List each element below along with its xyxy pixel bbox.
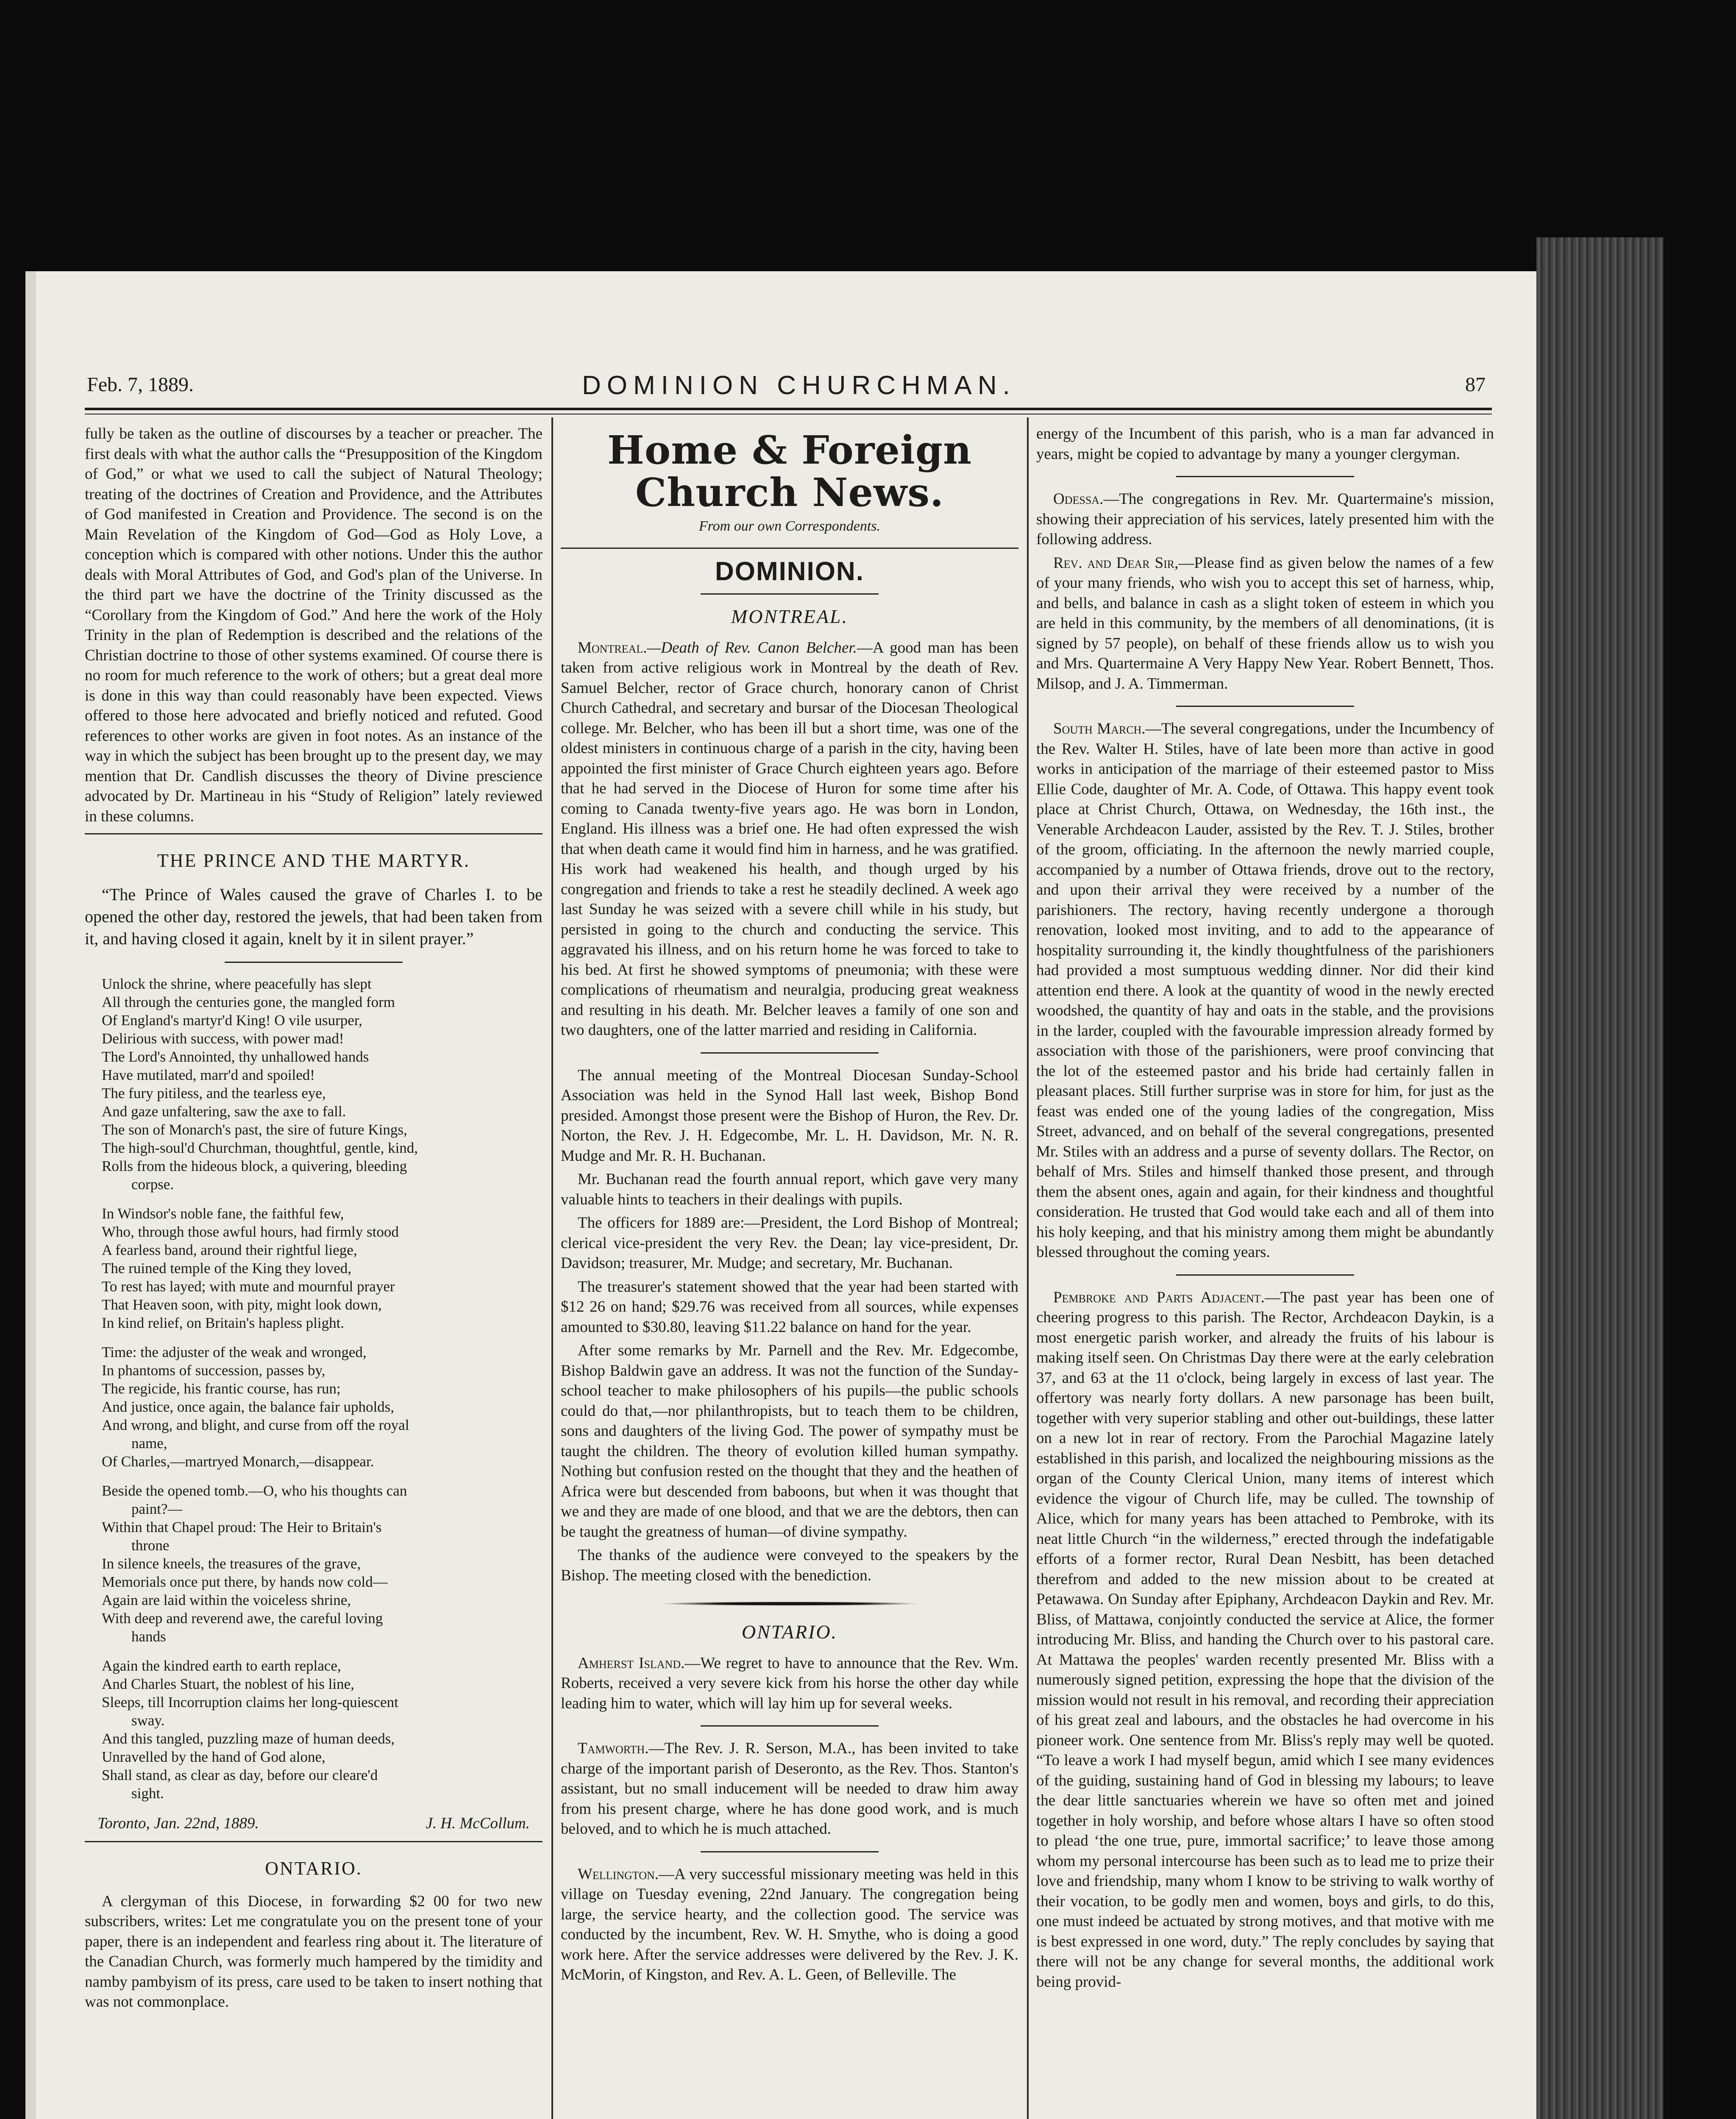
poem-line: sway. [131, 1712, 165, 1729]
section-divider [85, 1841, 542, 1842]
dominion-heading: DOMINION. [715, 556, 865, 586]
ontario-letter-heading: ONTARIO. [265, 1858, 362, 1879]
signature-author: J. H. McCollum. [426, 1814, 530, 1832]
sunday-school-para-3: The officers for 1889 are:—President, the Lord Bishop of Montreal; clerical vice-president the very Rev. the Dean; lay vice-president, Dr. Davidson; treasurer, Mr. Mudge; and secretary, Mr. Buchanan. [561, 1214, 1018, 1272]
pembroke-body: —The past year has been one of cheering progress to this parish. The Rector, Archdeacon Daykin, is a most energetic parish worker, and already the fruits of his labour is making itself seen. On Christmas Day there were at the early celebration 37, and 63 at the 11 o'clock, being largely in excess of last year. The offertory was nearly forty dollars. A new parsonage has been built, together with very superior stabling and other out-buildings, these latter on a new lot in rear of rectory. From the Parochial Magazine lately established in this parish, and localized the neighbouring missions as the organ of the County Clerical Union, many items of interest which evidence the vigour of Church life, may be culled. The township of Alice, which for many years has been attached to Pembroke, with its neat little Church “in the wilderness,” erected through the indefatigable efforts of a former rector, Rural Dean Nesbitt, has been detached therefrom and added to the new mission about to be created at Petawawa. On Sunday after Epiphany, Archdeacon Daykin and Rev. Mr. Bliss, of Mattawa, conjointly conducted the service at Alice, the former introducing Mr. Bliss, and handing the Church over to his pastoral care. At Mattawa the peoples' warden recently presented Mr. Bliss with a numerously signed petition, expressing the hope that the division of the mission would not result in his removal, and recording their appreciation of his great zeal and labours, and the obstacles he had overcome in his pioneer work. One sentence from Mr. Bliss's reply may well be quoted. “To leave a work I had myself begun, amid which I see many evidences of the guiding, sustaining hand of God in blessing my labours; to leave the dear little sanctuaries wherein we have so often met and joined together in holy worship, and before whose altars I have so often stood to plead ‘the one true, pure, immortal sacrifice;’ to leave those among whom my personal intercourse has been such as to lead me to prize their love and friendship, many whom I know to be striving to walk worthy of their vocation, to be godly men and women, boys and girls, to do this, one must indeed be actuated by strong motives, and that motive with me is best expressed in one word, duty.” The reply concludes by saying that there will not be any change for several months, the additional work being provid- [1036, 1288, 1494, 1991]
column-3 [1036, 424, 1494, 2119]
sunday-school-para-5: After some remarks by Mr. Parnell and the Rev. Mr. Edgecombe, Bishop Baldwin gave an address. It was not the function of the Sunday-school teacher to make philosophers of his pupils—the public schools could do that,—nor philanthropists, but to teach them to be children, sons and daughters of the living God. The power of sympathy must be taught the children. The theory of evolution killed human sympathy. Nothing but confusion rested on the thought that they and the heathen of Africa were but descended from baboons, but when it was thought that we and they are made of one blood, and that we are the debtors, then can be taught the greatness of human—of divine sympathy. [561, 1342, 1018, 1541]
montreal-heading: MONTREAL. [731, 606, 849, 627]
item-divider [701, 1725, 879, 1727]
poem-line: With deep and reverend awe, the careful loving [102, 1610, 383, 1627]
review-continuation: fully be taken as the outline of discourses by a teacher or preacher. The first deals with what the author calls the “Presupposition of the Kingdom of God,” or what we used to call the subject of Natural Theology; treating of the doctrines of Creation and Providence, and the Attributes of God manifested in Creation and Providence. The second is on the Main Revelation of the Kingdom of God—God as Holy Love, a conception which is compared with other notions. Under this the author deals with Moral Attributes of God, and God's plan of the Universe. In the third part we have the doctrine of the Trinity discussed as the “Corollary from the Kingdom of God.” And here the work of the Holy Trinity in the plan of Redemption is described and the relations of the Christian doctrine to those of other systems examined. Of course there is no room for much reference to the work of others; but a great deal more is done in this way than could reasonably have been expected. Views offered to those here advocated and briefly noticed and refuted. Good references to other works are given in foot notes. As an instance of the way in which the subject has been brought up to the present day, we may mention that Dr. Candlish discusses the theory of Divine prescience advocated by Dr. Martineau in his “Study of Religion” lately reviewed in these columns. [85, 425, 542, 825]
facing-page-edge [25, 271, 36, 2119]
odessa-body: —The congregations in Rev. Mr. Quartermaine's mission, showing their appreciation of his services, lately presented him with the following address. [1036, 490, 1494, 548]
poem-heading: THE PRINCE AND THE MARTYR. [157, 850, 470, 871]
issue-date: Feb. 7, 1889. [87, 373, 194, 396]
ontario-heading: ONTARIO. [741, 1621, 838, 1643]
poem-line: The Lord's Annointed, thy unhallowed hands [102, 1048, 369, 1065]
masthead-subtitle: From our own Correspondents. [698, 518, 881, 534]
dateline-pembroke: Pembroke and Parts Adjacent. [1053, 1288, 1265, 1306]
poem-signature [85, 1813, 542, 1834]
book-left-edge [0, 0, 36, 2119]
poem-line: In phantoms of succession, passes by, [102, 1362, 326, 1379]
poem-line: Who, through those awful hours, had firmly stood [102, 1223, 399, 1240]
poem-line: Again the kindred earth to earth replace, [102, 1657, 341, 1674]
poem-line: In Windsor's noble fane, the faithful few, [102, 1205, 344, 1222]
obituary-body: —A good man has been taken from active religious work in Montreal by the death of Rev. Samuel Belcher, rector of Grace church, honorary canon of Christ Church Cathedral, and secretary and bursar of the Diocesan Theological college. Mr. Belcher, who has been ill but a short time, was one of the oldest ministers in continuous charge of a parish in the city, having been appointed the first minister of Grace Church eighteen years ago. Before that he had served in the Diocese of Huron for some time after his coming to Canada twenty-five years ago. He was born in London, England. His illness was a brief one. He had often expressed the wish that when death came it would find him in harness, and he was gratified. His work had weakened his health, and though urged by his congregation and friends to take a rest he steadily declined. A week ago last Sunday he was seized with a severe chill while in his study, but persisted in going to the church and conducting the service. This aggravated his illness, and on his return home he was forced to take to his bed. At first he showed symptoms of pneumonia; with these were complications of rheumatism and neuralgia, producing great weakness and resulting in his death. Mr. Belcher leaves a family of one son and two daughters, one of the latter married and residing in California. [561, 639, 1018, 1039]
wellington-continuation: energy of the Incumbent of this parish, who is a man far advanced in years, might be copied to advantage by many a younger clergyman. [1036, 425, 1494, 463]
dateline-tamworth: Tamworth. [578, 1740, 649, 1757]
dateline-wellington: Wellington. [578, 1865, 659, 1883]
poem-line: And wrong, and blight, and curse from off the royal [102, 1416, 409, 1433]
poem-stanza-4 [85, 1482, 542, 1646]
column-rule-1 [551, 417, 553, 2119]
poem-line: A fearless band, around their rightful liege, [102, 1241, 357, 1258]
poem-line: In kind relief, on Britain's hapless plight. [102, 1314, 345, 1331]
poem-line: Memorials once put there, by hands now cold— [102, 1573, 388, 1590]
poem-stanza-3 [85, 1343, 542, 1471]
south-march-body: —The several congregations, under the Incumbency of the Rev. Walter H. Stiles, have of late been more than active in good works in anticipation of the marriage of their esteemed pastor to Miss Ellie Code, daughter of Mr. A. Code, of Ottawa. This happy event took place at Christ Church, Ottawa, on Wednesday, the 16th inst., the Venerable Archdeacon Lauder, assisted by the Rev. T. J. Stiles, brother of the groom, officiating. In the afternoon the newly married couple, accompanied by a number of Ottawa friends, drove out to the rectory, and upon their arrival they were received by a number of the parishioners. The rectory, having recently undergone a thorough renovation, looked most inviting, and to add to the appearance of hospitality surrounding it, the kindly thoughtfulness of the parishioners had provided a most sumptuous wedding dinner. Nor did their kind attention end there. A look at the quantity of wood in the newly erected woodshed, the quantity of hay and oats in the stable, and the provisions in the larder, coupled with the favourable impression already formed by association with those of the parishioners, were proof convincing that the lot of the esteemed pastor and his bride had certainly fallen in pleasant places. Still further surprise was in store for him, for just as the feast was ended one of the young ladies of the congregation, Miss Street, advanced, and on behalf of the several congregations, presented Mr. Stiles with an address and a purse of seventy dollars. The Rector, on behalf of Mrs. Stiles and himself thanked those present, and through them the absent ones, again and again, for their kindness and thoughtful consideration. He trusted that God would take each and all of them into his holy keeping, and that his ministry among them might be abundantly blessed throughout the coming years. [1036, 720, 1494, 1261]
column-1 [85, 424, 542, 2119]
poem-line: The regicide, his frantic course, has run; [102, 1380, 341, 1397]
poem-line: And gaze unfaltering, saw the axe to fall. [102, 1103, 346, 1120]
column-rule-2 [1027, 417, 1029, 2119]
dateline-south-march: South March. [1053, 720, 1146, 737]
poem-line: Unlock the shrine, where peacefully has slept [102, 975, 372, 992]
dateline-montreal: Montreal. [578, 639, 647, 656]
tamworth-item [561, 1738, 1018, 1839]
pembroke-item [1036, 1288, 1494, 1992]
signature-place-date: Toronto, Jan. 22nd, 1889. [97, 1814, 259, 1832]
poem-line: name, [131, 1435, 167, 1452]
poem-line: throne [131, 1537, 170, 1554]
poem-line: Have mutilated, marr'd and spoiled! [102, 1066, 315, 1083]
ornamental-divider [658, 1602, 921, 1606]
poem-line: Delirious with success, with power mad! [102, 1030, 344, 1047]
running-header [36, 373, 1536, 403]
poem-line: Unravelled by the hand of God alone, [102, 1748, 326, 1765]
sunday-school-para-1: The annual meeting of the Montreal Diocesan Sunday-School Association was held in the Synod Hall last week, Bishop Bond presided. Amongst those present were the Bishop of Huron, the Rev. Dr. Norton, the Rev. J. H. Edgecombe, Mr. L. H. Davidson, Mr. N. R. Mudge and Mr. R. H. Buchanan. [561, 1066, 1018, 1165]
background-right [1664, 237, 1736, 2119]
column-2 [561, 424, 1018, 2119]
tamworth-body: —The Rev. J. R. Serson, M.A., has been invited to take charge of the important parish of Deseronto, as the Rev. Thos. Stanton's assistant, but no small inducement will be needed to draw him away from his present charge, where he has done good work, and is much beloved, and to which he is much attached. [561, 1740, 1018, 1838]
dateline-odessa: Odessa. [1053, 490, 1104, 508]
heading-rule [701, 593, 879, 595]
amherst-item [561, 1653, 1018, 1714]
poem-line: hands [131, 1628, 166, 1645]
amherst-body: —We regret to have to announce that the Rev. Wm. Roberts, received a very severe kick from his horse the other day while leading him to water, which will lay him up for several weeks. [561, 1654, 1018, 1712]
poem-epigraph: “The Prince of Wales caused the grave of Charles I. to be opened the other day, restored the jewels, that had been taken from it, and having closed it again, knelt by it in silent prayer.” [85, 884, 542, 948]
publication-title: DOMINION CHURCHMAN. [582, 371, 1016, 400]
header-rule-thick [85, 408, 1492, 410]
poem-stanza-2 [85, 1204, 542, 1332]
poem-line: Beside the opened tomb.—O, who his thoughts can [102, 1482, 407, 1499]
poem-line: In silence kneels, the treasures of the grave, [102, 1555, 361, 1572]
poem-line: Of England's martyr'd King! O vile usurper, [102, 1012, 362, 1029]
item-divider [1176, 476, 1354, 477]
book-page-stack [1536, 237, 1664, 2119]
poem-line: All through the centuries gone, the mangled form [102, 993, 395, 1010]
item-divider [1176, 1274, 1354, 1276]
section-masthead: Home & Foreign Church News. [607, 427, 972, 515]
address-body: —Please find as given below the names of a few of your many friends, who wish you to accept this set of harness, whip, and bells, and balance in cash as a slight token of esteem in which you are held in this community, by the members of all denominations, (it is signed by 57 people), on behalf of these friends allow us to wish you and Mrs. Quartermaine A Very Happy New Year. Robert Bennett, Thos. Milsop, and J. A. Timmerman. [1036, 554, 1494, 692]
odessa-address [1036, 553, 1494, 694]
belcher-obituary [561, 638, 1018, 1040]
section-divider [85, 833, 542, 834]
sunday-school-para-2: Mr. Buchanan read the fourth annual report, which gave very many valuable hints to teachers in their dealings with pupils. [561, 1171, 1018, 1208]
sunday-school-para-4: The treasurer's statement showed that the year had been started with $12 26 on hand; $29.76 was received from all sources, while expenses amounted to $30.80, leaving $11.22 balance on hand for the year. [561, 1278, 1018, 1336]
address-salutation: Rev. and Dear Sir, [1053, 554, 1179, 572]
poem-line: The son of Monarch's past, the sire of future Kings, [102, 1121, 407, 1138]
poem-line: Shall stand, as clear as day, before our cleare'd [102, 1766, 378, 1783]
sunday-school-para-6: The thanks of the audience were conveyed to the speakers by the Bishop. The meeting closed with the benediction. [561, 1546, 1018, 1584]
poem-line: Sleeps, till Incorruption claims her long-quiescent [102, 1694, 398, 1710]
item-divider [701, 1851, 879, 1852]
wellington-item [561, 1864, 1018, 1985]
poem-line: To rest has layed; with mute and mournful prayer [102, 1278, 395, 1295]
poem-line: That Heaven soon, with pity, might look down, [102, 1296, 382, 1313]
epigraph-divider [225, 962, 403, 963]
south-march-item [1036, 719, 1494, 1263]
poem-line: And justice, once again, the balance fair upholds, [102, 1398, 395, 1415]
masthead-rule [561, 548, 1018, 549]
poem-line: And Charles Stuart, the noblest of his line, [102, 1675, 354, 1692]
ontario-letter-body: A clergyman of this Diocese, in forwarding $2 00 for two new subscribers, writes: Let me congratulate you on the present tone of your paper, there is an independent and fearless ring about it. The literature of the Canadian Church, was formerly much hampered by the timidity and namby pambyism of its press, care used to be taken to insert nothing that was not commonplace. [85, 1892, 542, 2011]
poem-line: The ruined temple of the King they loved, [102, 1260, 352, 1276]
poem-line: The high-soul'd Churchman, thoughtful, gentle, kind, [102, 1139, 418, 1156]
poem-line: Again are laid within the voiceless shrine, [102, 1591, 351, 1608]
wellington-body: —A very successful missionary meeting was held in this village on Tuesday evening, 22nd January. The congregation being large, the service hearty, and the collection good. The service was conducted by the incumbent, Rev. W. H. Smythe, who is doing a good work here. After the service addresses were delivered by the Rev. J. K. McMorin, of Kingston, and Rev. A. L. Geen, of Belleville. The [561, 1865, 1018, 1983]
poem-line: Within that Chapel proud: The Heir to Britain's [102, 1518, 382, 1535]
dateline-amherst: Amherst Island. [578, 1654, 685, 1672]
poem-line: corpse. [131, 1176, 174, 1193]
poem-line: The fury pitiless, and the tearless eye, [102, 1085, 326, 1101]
poem-line: paint?— [131, 1500, 183, 1517]
poem-line: sight. [131, 1785, 164, 1802]
newspaper-page [36, 271, 1536, 2119]
poem-stanza-1 [85, 975, 542, 1193]
item-divider [1176, 706, 1354, 707]
odessa-item [1036, 489, 1494, 550]
page-number: 87 [1465, 373, 1486, 396]
poem-line: And this tangled, puzzling maze of human deeds, [102, 1730, 395, 1747]
obituary-title: —Death of Rev. Canon Belcher. [647, 639, 857, 656]
poem-stanza-5 [85, 1657, 542, 1802]
poem-line: Rolls from the hideous block, a quivering, bleeding [102, 1157, 407, 1174]
item-divider [701, 1052, 879, 1054]
poem-line: Time: the adjuster of the weak and wronged, [102, 1343, 367, 1360]
poem-line: Of Charles,—martryed Monarch,—disappear. [102, 1453, 374, 1470]
